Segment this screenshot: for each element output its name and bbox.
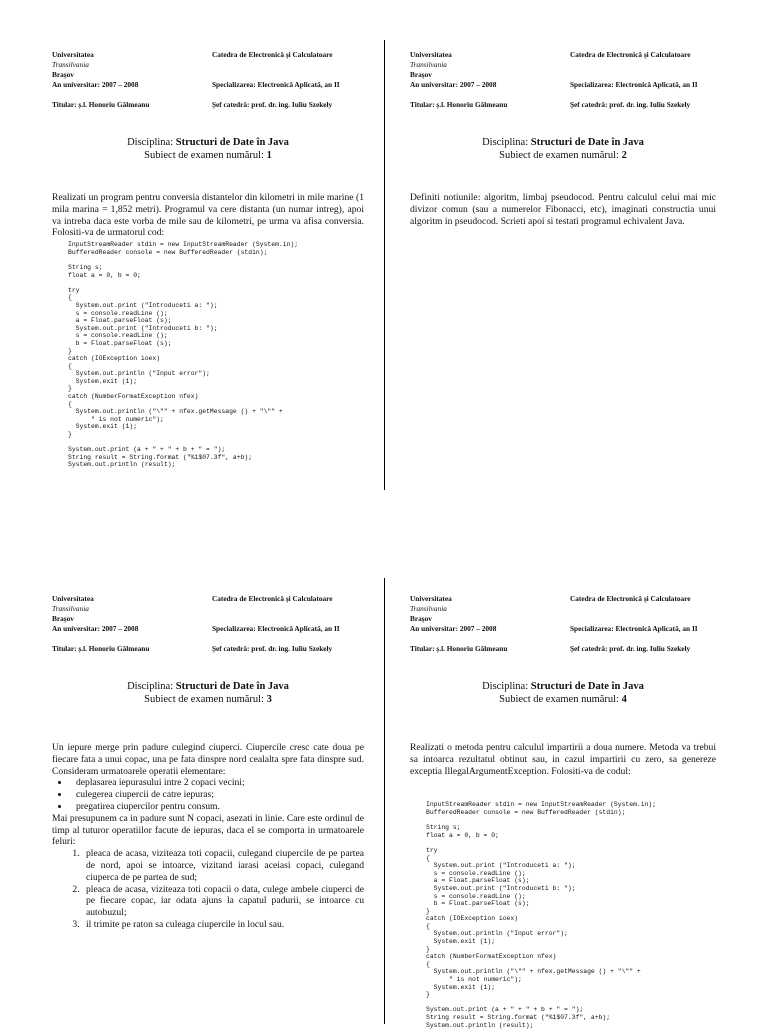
department-head: Șef catedră: prof. dr. ing. Iuliu Szekely [570, 100, 691, 109]
problem-text [52, 742, 364, 931]
exam-sheet-1 [0, 0, 384, 512]
titular: Titular: ș.l. Honoriu Gălmeanu [52, 100, 150, 109]
exam-sheet-4 [384, 512, 768, 1029]
exam-sheet-3 [0, 512, 384, 1024]
list-item: • culegerea ciupercii de catre iepuras; [70, 789, 364, 801]
department-head: Șef catedră: prof. dr. ing. Iuliu Szekely [212, 100, 333, 109]
sheet-header [52, 594, 364, 654]
exam-sheet-2 [384, 0, 768, 512]
discipline-title: Disciplina: Structuri de Date în Java Subiect de examen numărul: 1 [127, 137, 289, 161]
titular: Titular: ș.l. Honoriu Gălmeanu [410, 644, 508, 653]
department-head: Șef catedră: prof. dr. ing. Iuliu Szekely [570, 644, 691, 653]
specialization: Specializarea: Electronică Aplicată, an II [212, 80, 340, 89]
titular: Titular: ș.l. Honoriu Gălmeanu [52, 644, 150, 653]
list-item: 2. pleaca de acasa, viziteaza toti copacii o data, culege ambele ciuperci de pe fiecare copac, iar odata ajuns la capatul padurii, se intoarce cu autobuzul; [82, 884, 364, 919]
problem-text: Realizati o metoda pentru calculul impartirii a doua numere. Metoda va trebui sa intoarca rezultatul obtinut sau, in cazul impartirii cu zero, sa genereze exceptia IllegalArgumentException. Folositi-va de codul: [410, 742, 716, 777]
code-listing: InputStreamReader stdin = new InputStreamReader (System.in); BufferedReader console = new BufferedReader (stdin); String s; float a = 0, b = 0; try { System.out.print ("Introduceti a: "); s = console.readLine (); a = Float.parseFloat (s); System.out.print ("Introduceti b: "); s = console.readLine (); b = Float.parseFloat (s); } catch (IOException ioex) { System.out.println ("Input error"); System.exit (1); } catch (NumberFormatException nfex) { System.out.println ("\"" + nfex.getMessage () + "\"" + " is not numeric"); System.exit (1); } System.out.print (a + " + " + b + " = "); String result = String.format ("%1$07.3f", a+b); System.out.println (result); [68, 241, 299, 469]
subject-number: 1 [266, 150, 272, 161]
list-item: • deplasarea iepurasului intre 2 copaci vecini; [70, 777, 364, 789]
specialization: Specializarea: Electronică Aplicată, an II [570, 80, 698, 89]
department: Catedra de Electronică și Calculatoare [570, 50, 691, 59]
department: Catedra de Electronică și Calculatoare [212, 50, 333, 59]
sheet-header [410, 50, 716, 110]
university-line: Universitatea Transilvania Brașov [410, 50, 452, 79]
department: Catedra de Electronică și Calculatoare [570, 594, 691, 603]
academic-year: An universitar: 2007 – 2008 [52, 624, 139, 633]
subject-number: 3 [266, 694, 272, 705]
titular: Titular: ș.l. Honoriu Gălmeanu [410, 100, 508, 109]
academic-year: An universitar: 2007 – 2008 [52, 80, 139, 89]
university-line: Universitatea Transilvania Brașov [410, 594, 452, 623]
sheet-header [52, 50, 364, 110]
specialization: Specializarea: Electronică Aplicată, an II [212, 624, 340, 633]
discipline-title: Disciplina: Structuri de Date în Java Subiect de examen numărul: 3 [127, 681, 289, 705]
scenarios-list [52, 848, 364, 931]
university-line: Universitatea Transilvania Brașov [52, 594, 94, 623]
sheet-header [410, 594, 716, 654]
academic-year: An universitar: 2007 – 2008 [410, 624, 497, 633]
problem-text: Definiti notiunile: algoritm, limbaj pseudocod. Pentru calculul celui mai mic divizor comun (sau a numerelor Fibonacci, etc), imaginati constructia unui algoritm in pseudocod. Scrieti apoi si testati programul echivalent Java. [410, 192, 716, 227]
subject-number: 2 [621, 150, 627, 161]
problem-question: Mai presupunem ca in padure sunt N copaci, asezati in linie. Care este ordinul de timp al tuturor operatiilor facute de iepuras, daca el se comporta in urmatoarele feluri: [52, 812, 364, 848]
subject-number: 4 [621, 694, 627, 705]
university-line: Universitatea Transilvania Brașov [52, 50, 94, 79]
list-item: • pregatirea ciupercilor pentru consum. [70, 801, 364, 813]
discipline-title: Disciplina: Structuri de Date în Java Subiect de examen numărul: 4 [482, 681, 644, 705]
department: Catedra de Electronică și Calculatoare [212, 594, 333, 603]
department-head: Șef catedră: prof. dr. ing. Iuliu Szekely [212, 644, 333, 653]
problem-intro: Un iepure merge prin padure culegind ciuperci. Ciupercile cresc cate doua pe fiecare fata a unui copac, una pe fata dinspre nord cealalta spre fata dinspre sud. Consideram urmatoarele operatii elementare: [52, 742, 364, 777]
academic-year: An universitar: 2007 – 2008 [410, 80, 497, 89]
problem-text: Realizati un program pentru conversia distantelor din kilometri in mile marine (1 mila marina = 1,852 metri). Programul va cere distanta (un numar intreg), apoi va intreba daca este vorba de mile sau de kilometri, pe urma va afisa conversia. Folositi-va de urmatorul cod: [52, 192, 364, 239]
discipline-title: Disciplina: Structuri de Date în Java Subiect de examen numărul: 2 [482, 137, 644, 161]
list-item: 1. pleaca de acasa, viziteaza toti copacii, culegand ciupercile de pe partea de nord, apoi se intoarce, vizitand iarasi aceiasi copaci, culegand ciuperca de pe partea de sud; [82, 848, 364, 883]
code-listing: InputStreamReader stdin = new InputStreamReader (System.in); BufferedReader console = new BufferedReader (stdin); String s; float a = 0, b = 0; try { System.out.print ("Introduceti a: "); s = console.readLine (); a = Float.parseFloat (s); System.out.print ("Introduceti b: "); s = console.readLine (); b = Float.parseFloat (s); } catch (IOException ioex) { System.out.println ("Input error"); System.exit (1); } catch (NumberFormatException nfex) { System.out.println ("\"" + nfex.getMessage () + "\"" + " is not numeric"); System.exit (1); } System.out.print (a + " + " + b + " = "); String result = String.format ("%1$07.3f", a+b); System.out.println (result); [426, 801, 657, 1029]
operations-list [52, 777, 364, 812]
list-item: 3. il trimite pe raton sa culeaga ciupercile in locul sau. [82, 919, 364, 931]
specialization: Specializarea: Electronică Aplicată, an II [570, 624, 698, 633]
